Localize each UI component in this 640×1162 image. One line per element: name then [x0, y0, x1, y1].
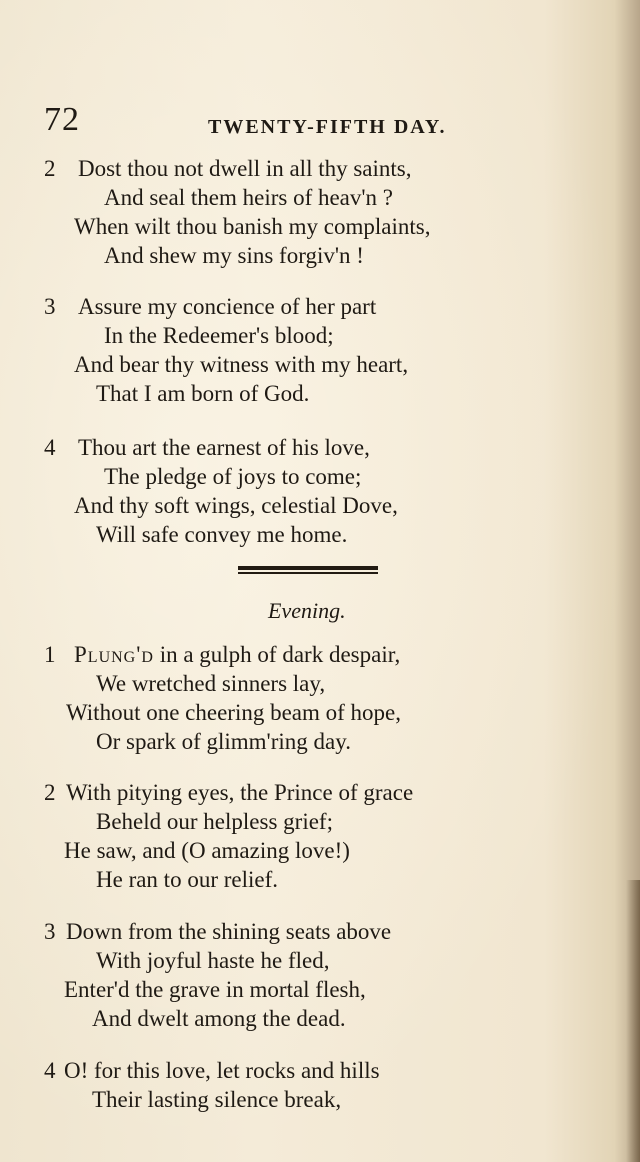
stanza-line [44, 698, 524, 727]
stanza-line [44, 836, 524, 865]
page-header [44, 100, 504, 144]
stanza-line [44, 433, 524, 462]
verse-text: And seal them heirs of heav'n ? [104, 185, 393, 210]
verse-text: Their lasting silence break, [92, 1087, 342, 1112]
stanza-2 [44, 154, 524, 270]
verse-text: That I am born of God. [96, 381, 310, 406]
stanza-number: 4 [44, 435, 56, 460]
divider-thick-line [238, 566, 378, 570]
verse-text: Beheld our helpless grief; [96, 809, 333, 834]
verse-text: in a gulph of dark despair, [159, 642, 401, 667]
verse-text: And bear thy witness with my heart, [74, 352, 409, 377]
evening-stanza-1 [44, 640, 524, 756]
opening-word: Plung'd [74, 642, 154, 667]
stanza-line [44, 292, 524, 321]
stanza-line [44, 727, 524, 756]
verse-text: We wretched sinners lay, [96, 671, 326, 696]
verse-text: With joyful haste he fled, [96, 948, 330, 973]
verse-text: And thy soft wings, celestial Dove, [74, 493, 398, 518]
stanza-line [44, 1056, 524, 1085]
stanza-line [44, 1085, 524, 1114]
stanza-number: 2 [44, 780, 56, 805]
stanza-line [44, 640, 524, 669]
evening-stanza-2 [44, 778, 524, 894]
stanza-line [44, 321, 524, 350]
stanza-line [44, 1004, 524, 1033]
page-edge-shadow [626, 880, 640, 1162]
verse-text: Enter'd the grave in mortal flesh, [64, 977, 366, 1002]
stanza-line [44, 778, 524, 807]
evening-stanza-3 [44, 917, 524, 1033]
stanza-number: 1 [44, 642, 56, 667]
verse-text: He ran to our relief. [96, 867, 279, 892]
stanza-number: 2 [44, 156, 56, 181]
stanza-line [44, 350, 524, 379]
verse-text: And dwelt among the dead. [92, 1006, 346, 1031]
stanza-number: 3 [44, 919, 56, 944]
stanza-line [44, 154, 524, 183]
stanza-line [44, 491, 524, 520]
stanza-line [44, 520, 524, 549]
verse-text: Assure my concience of her part [78, 294, 377, 319]
stanza-number: 3 [44, 294, 56, 319]
verse-text: O! for this love, let rocks and hills [64, 1058, 380, 1083]
verse-text: In the Redeemer's blood; [104, 323, 334, 348]
stanza-line [44, 807, 524, 836]
stanza-line [44, 379, 524, 408]
page-number: 72 [44, 101, 80, 138]
stanza-line [44, 212, 524, 241]
verse-text: With pitying eyes, the Prince of grace [66, 780, 414, 805]
verse-text: When wilt thou banish my complaints, [74, 214, 431, 239]
evening-stanza-4 [44, 1056, 524, 1114]
stanza-line [44, 946, 524, 975]
verse-text: Down from the shining seats above [66, 919, 392, 944]
verse-text: Thou art the earnest of his love, [78, 435, 370, 460]
verse-text: He saw, and (O amazing love!) [64, 838, 350, 863]
stanza-line [44, 462, 524, 491]
stanza-line [44, 865, 524, 894]
stanza-line [44, 975, 524, 1004]
running-head: TWENTY-FIFTH DAY. [208, 116, 447, 138]
stanza-line [44, 917, 524, 946]
stanza-line [44, 183, 524, 212]
verse-text: Without one cheering beam of hope, [66, 700, 402, 725]
verse-text: Will safe convey me home. [96, 522, 348, 547]
stanza-3 [44, 292, 524, 408]
verse-text: Dost thou not dwell in all thy saints, [78, 156, 412, 181]
verse-text: Or spark of glimm'ring day. [96, 729, 351, 754]
stanza-number: 4 [44, 1058, 56, 1083]
verse-text: The pledge of joys to come; [104, 464, 362, 489]
stanza-line [44, 669, 524, 698]
stanza-4 [44, 433, 524, 549]
section-title-evening: Evening. [268, 598, 346, 623]
divider-thin-line [238, 572, 378, 574]
verse-text: And shew my sins forgiv'n ! [104, 243, 364, 268]
stanza-line [44, 241, 524, 270]
section-divider [238, 566, 378, 575]
